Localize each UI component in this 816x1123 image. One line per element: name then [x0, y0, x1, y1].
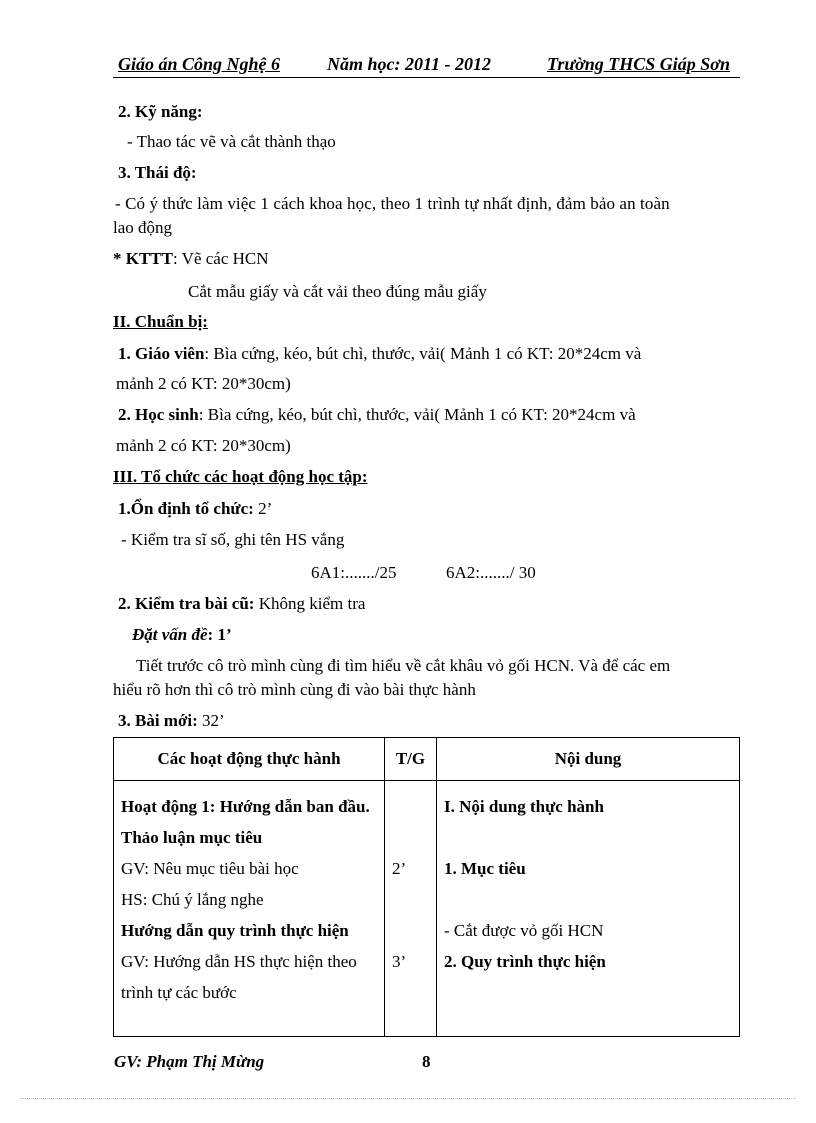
kttt-label: * KTTT: [113, 249, 173, 268]
org-stabilize-line: - Kiểm tra sĩ số, ghi tên HS vắng: [121, 530, 345, 549]
skills-line: - Thao tác vẽ và cắt thành thạo: [127, 132, 336, 151]
org-intro: [132, 625, 232, 645]
org-new-label: 3. Bài mới:: [118, 711, 198, 730]
time-spacer-2: [392, 884, 429, 946]
table-header-time: T/G: [385, 738, 437, 781]
org-new-lesson: [118, 711, 225, 731]
class-6a1: 6A1:......./25: [311, 563, 397, 582]
footer-page-number: 8: [422, 1052, 431, 1071]
content-goal-item: - Cắt được vỏ gối HCN: [444, 921, 604, 940]
header-subject: Giáo án Công Nghệ 6: [118, 54, 281, 74]
attitude-title: [118, 163, 197, 183]
activity-gv-1: GV: Nêu mục tiêu bài học: [121, 859, 299, 878]
attitude-title-text: 3. Thái độ:: [118, 163, 197, 182]
time-1: 2’: [392, 859, 407, 878]
table-header-content: Nội dung: [437, 738, 740, 781]
prep-title: II. Chuẩn bị:: [113, 312, 208, 331]
prep-teacher-line-1: [118, 344, 641, 364]
header-school: Trường THCS Giáp Sơn: [547, 54, 730, 74]
kttt-text-1: : Vẽ các HCN: [173, 249, 269, 268]
kttt-line-1: [113, 249, 269, 269]
org-intro-label: Đặt vấn đề: [132, 625, 208, 644]
org-intro-line-2: hiểu rõ hơn thì cô trò mình cùng đi vào bài thực hành: [113, 680, 476, 699]
table-header-row: [114, 738, 740, 781]
prep-student-line-2: mảnh 2 có KT: 20*30cm): [116, 436, 291, 455]
org-title: III. Tổ chức các hoạt động học tập:: [113, 467, 368, 486]
header-divider: [113, 77, 740, 78]
content-spacer-1: [444, 822, 732, 853]
content-procedure: 2. Quy trình thực hiện: [444, 952, 606, 971]
org-stabilize-label: 1.Ổn định tổ chức:: [118, 499, 254, 518]
activity-discuss: Thảo luận mục tiêu: [121, 828, 263, 847]
table-header-activities: Các hoạt động thực hành: [114, 738, 385, 781]
page-bottom-border: [20, 1098, 796, 1099]
content-cell: [437, 781, 740, 1037]
lesson-table: [113, 737, 740, 1037]
org-stabilize-time: 2’: [253, 499, 273, 518]
time-2: 3’: [392, 952, 407, 971]
prep-teacher-line-2: mảnh 2 có KT: 20*30cm): [116, 374, 291, 393]
table-row: [114, 781, 740, 1037]
time-cell: [385, 781, 437, 1037]
org-check-label: 2. Kiểm tra bài cũ:: [118, 594, 255, 613]
content-section-1: I. Nội dung thực hành: [444, 797, 604, 816]
activity-gv-2: GV: Hướng dẫn HS thực hiện theo trình tự các bước: [121, 952, 357, 1002]
prep-student-text: : Bìa cứng, kéo, bút chì, thước, vải( Mảnh 1 có KT: 20*24cm và: [198, 405, 636, 424]
attitude-line-1: - Có ý thức làm việc 1 cách khoa học, theo 1 trình tự nhất định, đảm bảo an toàn: [115, 194, 670, 213]
org-intro-line-1: Tiết trước cô trò mình cùng đi tìm hiểu về cắt khâu vỏ gối HCN. Và để các em: [136, 656, 671, 675]
org-stabilize: [118, 499, 272, 519]
content-goal: 1. Mục tiêu: [444, 859, 526, 878]
prep-teacher-text: : Bìa cứng, kéo, bút chì, thước, vải( Mảnh 1 có KT: 20*24cm và: [204, 344, 642, 363]
attitude-line-2: lao động: [113, 218, 173, 237]
header-school-year: Năm học: 2011 - 2012: [327, 54, 491, 74]
org-check: [118, 594, 365, 614]
prep-student-line-1: [118, 405, 636, 425]
time-spacer-1: [392, 791, 429, 853]
org-intro-time: : 1’: [207, 625, 232, 644]
content-spacer-2: [444, 884, 732, 915]
activity-guide: Hướng dẫn quy trình thực hiện: [121, 921, 349, 940]
activity-1-title: Hoạt động 1: Hướng dẫn ban đầu.: [121, 797, 370, 816]
class-6a2: 6A2:......./ 30: [446, 563, 536, 582]
activity-hs-1: HS: Chú ý lắng nghe: [121, 890, 264, 909]
skills-title: 2. Kỹ năng:: [118, 102, 203, 121]
org-new-time: 32’: [197, 711, 225, 730]
footer-teacher: GV: Phạm Thị Mừng: [114, 1052, 265, 1071]
prep-teacher-label: 1. Giáo viên: [118, 344, 205, 363]
prep-student-label: 2. Học sinh: [118, 405, 199, 424]
org-check-value: Không kiểm tra: [254, 594, 366, 613]
activities-cell: [114, 781, 385, 1037]
kttt-line-2: Cắt mẫu giấy và cắt vải theo đúng mẫu giấy: [188, 282, 487, 301]
